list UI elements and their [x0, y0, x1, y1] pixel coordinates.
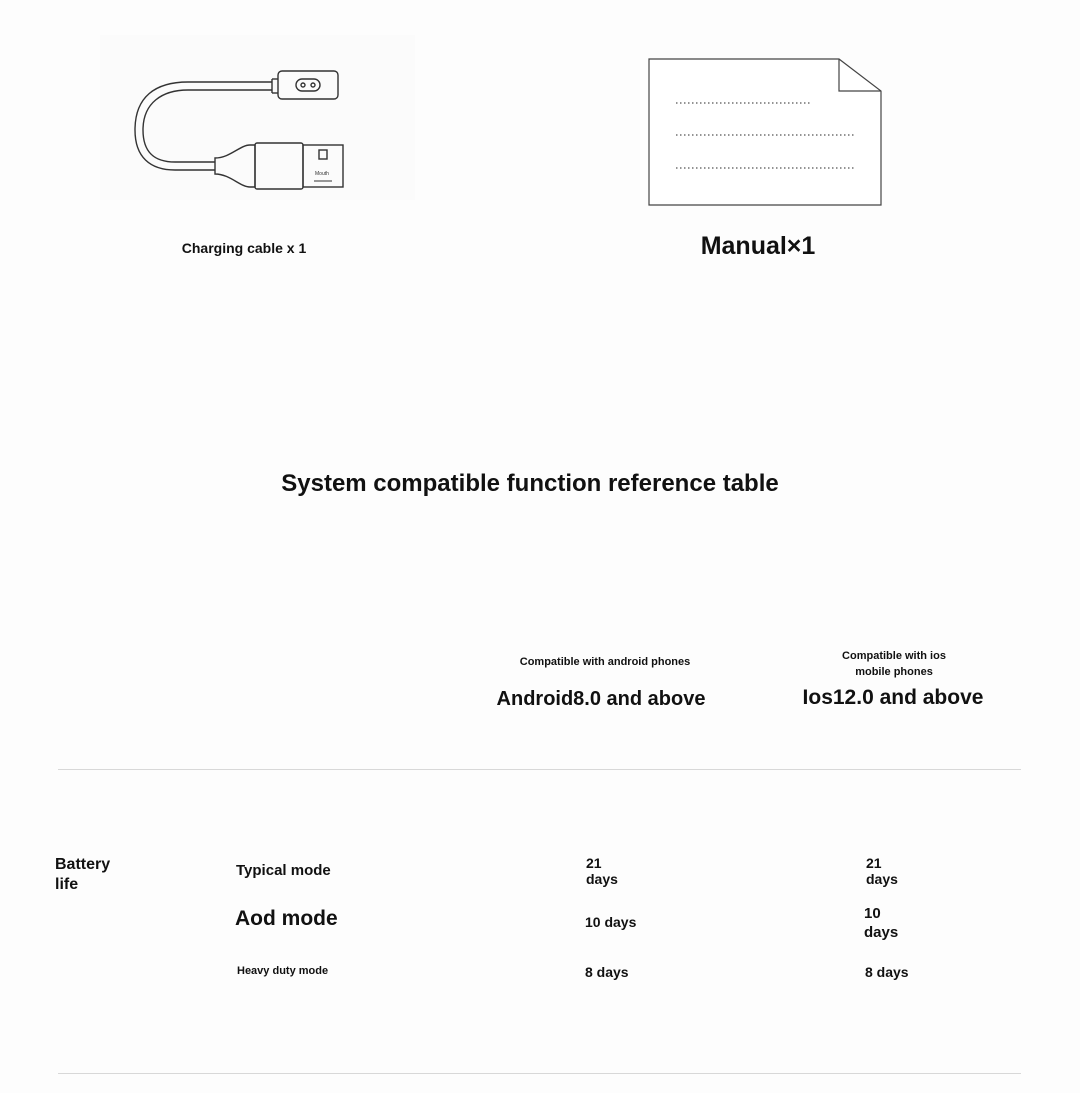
- battery-life-title-line2: life: [55, 876, 79, 893]
- cable-caption: Charging cable x 1: [181, 240, 307, 256]
- ios-value-aod-line2: days: [864, 924, 899, 941]
- ios-compat-label-line2: mobile phones: [855, 666, 933, 678]
- ios-compat-label: [800, 648, 988, 680]
- ios-value-typical-line2: days: [866, 871, 898, 887]
- manual-caption: Manual×1: [700, 232, 816, 260]
- divider-bottom: [58, 1073, 1021, 1074]
- ios-compat-label-line1: Compatible with ios: [842, 650, 946, 662]
- android-value-typical-line2: days: [586, 871, 618, 887]
- document-icon: [646, 57, 886, 209]
- ios-value-aod-line1: 10: [864, 905, 881, 922]
- battery-life-title: [55, 855, 110, 895]
- ios-value-typical-line1: 21: [866, 855, 882, 871]
- android-version: Android8.0 and above: [496, 688, 706, 710]
- android-value-heavy: 8 days: [585, 964, 629, 980]
- ios-value-heavy: 8 days: [865, 964, 909, 980]
- manual-image: [646, 57, 886, 209]
- ios-version: Ios12.0 and above: [802, 686, 984, 709]
- mode-label-heavy: Heavy duty mode: [237, 965, 329, 977]
- mode-label-aod: Aod mode: [235, 907, 338, 930]
- divider-top: [58, 769, 1021, 770]
- mode-label-typical: Typical mode: [236, 862, 331, 879]
- charging-cable-image: [100, 35, 415, 200]
- cable-brand-text: Mouth: [315, 171, 329, 177]
- ios-value-aod: [864, 904, 898, 942]
- compat-title: System compatible function reference table: [281, 470, 779, 497]
- battery-life-title-line1: Battery: [55, 856, 111, 873]
- android-value-typical: [586, 855, 618, 887]
- ios-value-typical: [866, 855, 898, 887]
- charging-cable-icon: [100, 35, 415, 200]
- android-compat-label: Compatible with android phones: [519, 656, 691, 668]
- android-value-typical-line1: 21: [586, 855, 602, 871]
- android-value-aod: 10 days: [585, 914, 637, 930]
